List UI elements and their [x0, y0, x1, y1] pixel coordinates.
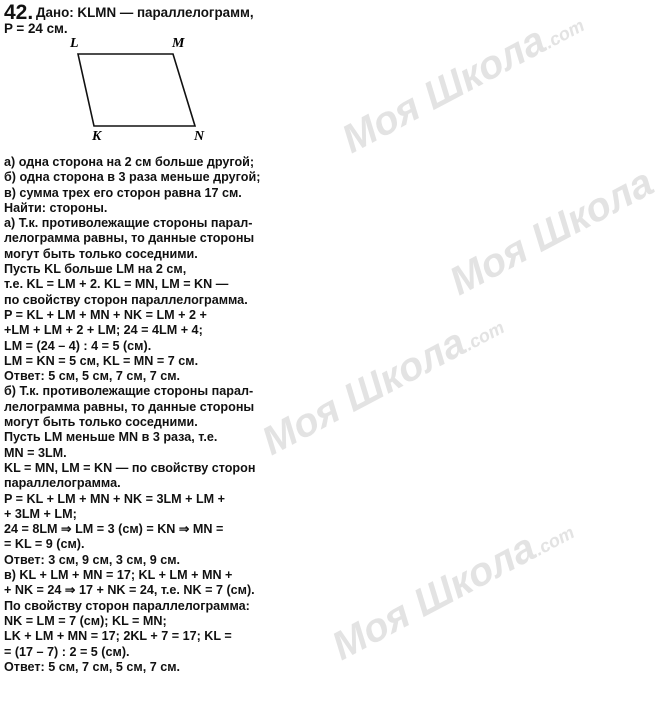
text-line: могут быть только соседними.	[4, 415, 198, 430]
text-line: = KL = 9 (см).	[4, 537, 85, 552]
given-line-2: P = 24 см.	[4, 21, 68, 36]
parallelogram-shape	[78, 54, 195, 126]
vertex-label-l: L	[70, 36, 79, 51]
text-line: лелограмма равны, то данные стороны	[4, 399, 255, 414]
text-line: по свойству сторон параллелограмма.	[4, 292, 248, 307]
text-line: LM = KN = 5 см, KL = MN = 7 см.	[4, 353, 199, 368]
text-line: LK + LM + MN = 17; 2KL + 7 = 17; KL =	[4, 629, 232, 644]
text-line: а) Т.к. противолежащие стороны парал-	[4, 216, 253, 231]
text-line: а) одна сторона на 2 см больше другой;	[4, 155, 255, 169]
text-line: + NK = 24 ⇒ 17 + NK = 24, т.е. NK = 7 (см).	[4, 583, 255, 598]
text-line: т.е. KL = LM + 2. KL = MN, LM = KN —	[4, 277, 229, 292]
text-line: P = KL + LM + MN + NK = LM + 2 +	[4, 307, 207, 322]
text-line: Ответ: 5 см, 7 см, 5 см, 7 см.	[4, 659, 181, 674]
vertex-label-n: N	[194, 129, 205, 144]
text-line: Найти: стороны.	[4, 200, 108, 215]
text-line: LM = (24 – 4) : 4 = 5 (см).	[4, 338, 152, 353]
text-line: лелограмма равны, то данные стороны	[4, 231, 255, 246]
text-line: 24 = 8LM ⇒ LM = 3 (см) = KN ⇒ MN =	[4, 522, 224, 537]
vertex-label-m: M	[172, 36, 185, 51]
text-line: Пусть LM меньше MN в 3 раза, т.е.	[4, 430, 218, 445]
text-line: в) KL + LM + MN = 17; KL + LM + MN +	[4, 568, 233, 583]
text-line: По свойству сторон параллелограмма:	[4, 598, 250, 613]
watermark: Моя Школа.com	[254, 317, 508, 464]
text-line: +LM + LM + 2 + LM; 24 = 4LM + 4;	[4, 323, 203, 338]
watermark: Моя Школа.com	[324, 522, 578, 669]
text-line: в) сумма трех его сторон равна 17 см.	[4, 185, 242, 200]
solution-text	[4, 155, 300, 675]
text-line: б) Т.к. противолежащие стороны парал-	[4, 384, 254, 399]
text-line: MN = 3LM.	[4, 445, 67, 460]
text-line: KL = MN, LM = KN — по свойству сторон	[4, 460, 256, 475]
text-line: б) одна сторона в 3 раза меньше другой;	[4, 170, 261, 185]
text-line: P = KL + LM + MN + NK = 3LM + LM +	[4, 491, 226, 506]
text-line: Ответ: 3 см, 9 см, 3 см, 9 см.	[4, 552, 181, 567]
watermark: Моя Школа	[442, 160, 661, 304]
problem-number: 42.	[4, 1, 34, 24]
text-line: Пусть KL больше LM на 2 см,	[4, 262, 187, 277]
text-line: + 3LM + LM;	[4, 506, 77, 521]
text-line: параллелограмма.	[4, 476, 121, 491]
text-line: NK = LM = 7 (см); KL = MN;	[4, 613, 167, 628]
text-line: Ответ: 5 см, 5 см, 7 см, 7 см.	[4, 369, 181, 384]
given-line-1: Дано: KLMN — параллелограмм,	[36, 5, 254, 20]
watermark: Моя Школа.com	[334, 15, 588, 162]
text-line: = (17 – 7) : 2 = 5 (см).	[4, 644, 130, 659]
text-line: могут быть только соседними.	[4, 246, 198, 261]
parallelogram-figure	[60, 34, 220, 144]
vertex-label-k: K	[92, 129, 102, 144]
